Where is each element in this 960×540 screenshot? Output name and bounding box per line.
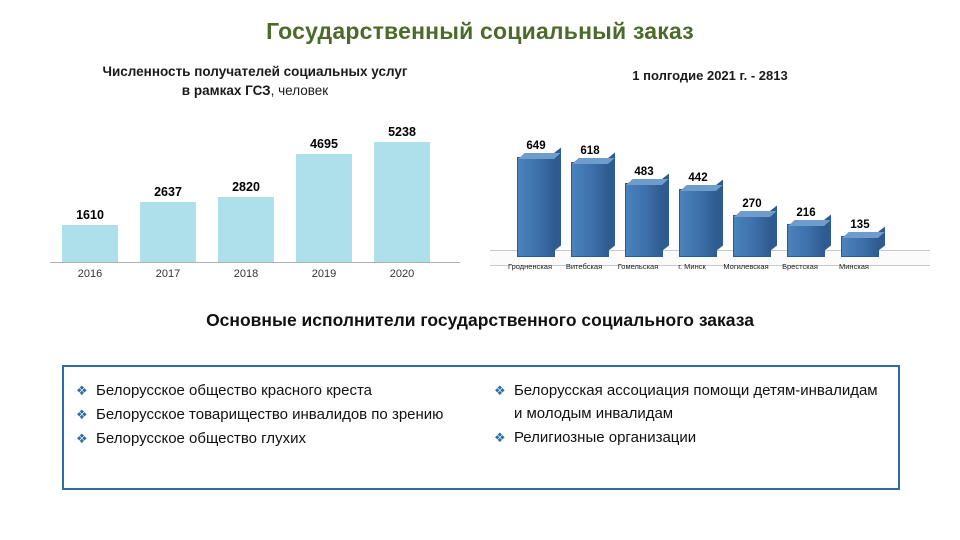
- category-label: 2018: [233, 268, 259, 280]
- list-item-label: Белорусское товарищество инвалидов по зрению: [96, 406, 444, 423]
- bar-column: [296, 137, 352, 262]
- diamond-bullet-icon: ❖: [493, 430, 506, 445]
- list-item: [76, 427, 488, 450]
- list-item: [76, 403, 488, 426]
- bar-value-label: 483: [634, 166, 654, 178]
- left-chart-category-labels: [50, 268, 460, 288]
- bar: [374, 142, 430, 262]
- category-label: Брестская: [782, 262, 818, 271]
- list-item-label: Религиозные организации: [513, 429, 697, 446]
- left-chart-axis: [50, 262, 460, 263]
- diamond-bullet-icon: ❖: [493, 383, 506, 398]
- category-label: 2017: [155, 268, 181, 280]
- category-label: Гомельская: [617, 262, 659, 271]
- category-label: 2020: [389, 268, 415, 280]
- left-chart-title: [40, 62, 470, 100]
- bar: [733, 215, 771, 257]
- section-subtitle: Основные исполнители государственного социального заказа: [206, 310, 754, 330]
- bar: [571, 162, 609, 257]
- bar: [140, 202, 196, 262]
- category-label: Гродненская: [507, 262, 553, 271]
- left-chart-plot: [50, 110, 460, 262]
- bar-column: [622, 166, 666, 257]
- bar: [296, 154, 352, 262]
- bar-column: [374, 125, 430, 262]
- bar-column: [218, 180, 274, 262]
- bar: [841, 236, 879, 257]
- list-item: [494, 379, 888, 425]
- bar: [679, 189, 717, 257]
- list-item: [494, 426, 888, 449]
- diamond-bullet-icon: ❖: [76, 383, 88, 398]
- list-item-label: Белорусское общество красного креста: [96, 382, 372, 399]
- category-label: 2016: [77, 268, 103, 280]
- bar: [787, 224, 825, 257]
- list-item-label: Белорусское общество глухих: [96, 430, 306, 447]
- right-chart-category-labels: [494, 262, 934, 278]
- left-chart: [40, 62, 470, 292]
- left-chart-title-line2-rest: , человек: [270, 83, 329, 98]
- executors-column-left: [76, 379, 494, 451]
- bar: [517, 157, 555, 257]
- executors-column-right: [494, 379, 888, 451]
- left-chart-title-line2-bold: в рамках ГСЗ: [181, 83, 271, 98]
- bar-value-label: 649: [526, 140, 546, 152]
- right-chart-plot: [500, 112, 920, 257]
- bar-value-label: 5238: [388, 125, 416, 139]
- bar-value-label: 2637: [154, 185, 182, 199]
- bar-column: [62, 208, 118, 262]
- bar-column: [784, 207, 828, 257]
- left-chart-title-line1: Численность получателей социальных услуг: [102, 64, 408, 79]
- bar-value-label: 270: [742, 198, 762, 210]
- bar-value-label: 4695: [310, 137, 338, 151]
- category-label: Витебская: [565, 262, 603, 271]
- bar-column: [838, 219, 882, 257]
- bar: [62, 225, 118, 262]
- bar-value-label: 618: [580, 145, 600, 157]
- diamond-bullet-icon: ❖: [76, 407, 88, 422]
- bar: [218, 197, 274, 262]
- list-item-label: Белорусская ассоциация помощи детям-инвалидам и молодым инвалидам: [513, 382, 878, 422]
- bar-value-label: 135: [850, 219, 870, 231]
- bar-value-label: 1610: [76, 208, 104, 222]
- category-label: Могилевская: [723, 262, 769, 271]
- category-label: г. Минск: [678, 262, 706, 271]
- bar-column: [730, 198, 774, 257]
- executors-box: [62, 365, 900, 490]
- bar-value-label: 2820: [232, 180, 260, 194]
- right-chart: [480, 62, 940, 292]
- page-title: Государственный социальный заказ: [266, 18, 694, 44]
- diamond-bullet-icon: ❖: [76, 431, 88, 446]
- bar-column: [514, 140, 558, 257]
- bar: [625, 183, 663, 257]
- bar-column: [568, 145, 612, 257]
- bar-column: [140, 185, 196, 262]
- bar-value-label: 442: [688, 172, 708, 184]
- right-chart-title: 1 полгодие 2021 г. - 2813: [632, 68, 788, 83]
- bar-column: [676, 172, 720, 257]
- list-item: [76, 379, 488, 402]
- bar-value-label: 216: [796, 207, 816, 219]
- category-label: Минская: [838, 262, 869, 271]
- category-label: 2019: [311, 268, 337, 280]
